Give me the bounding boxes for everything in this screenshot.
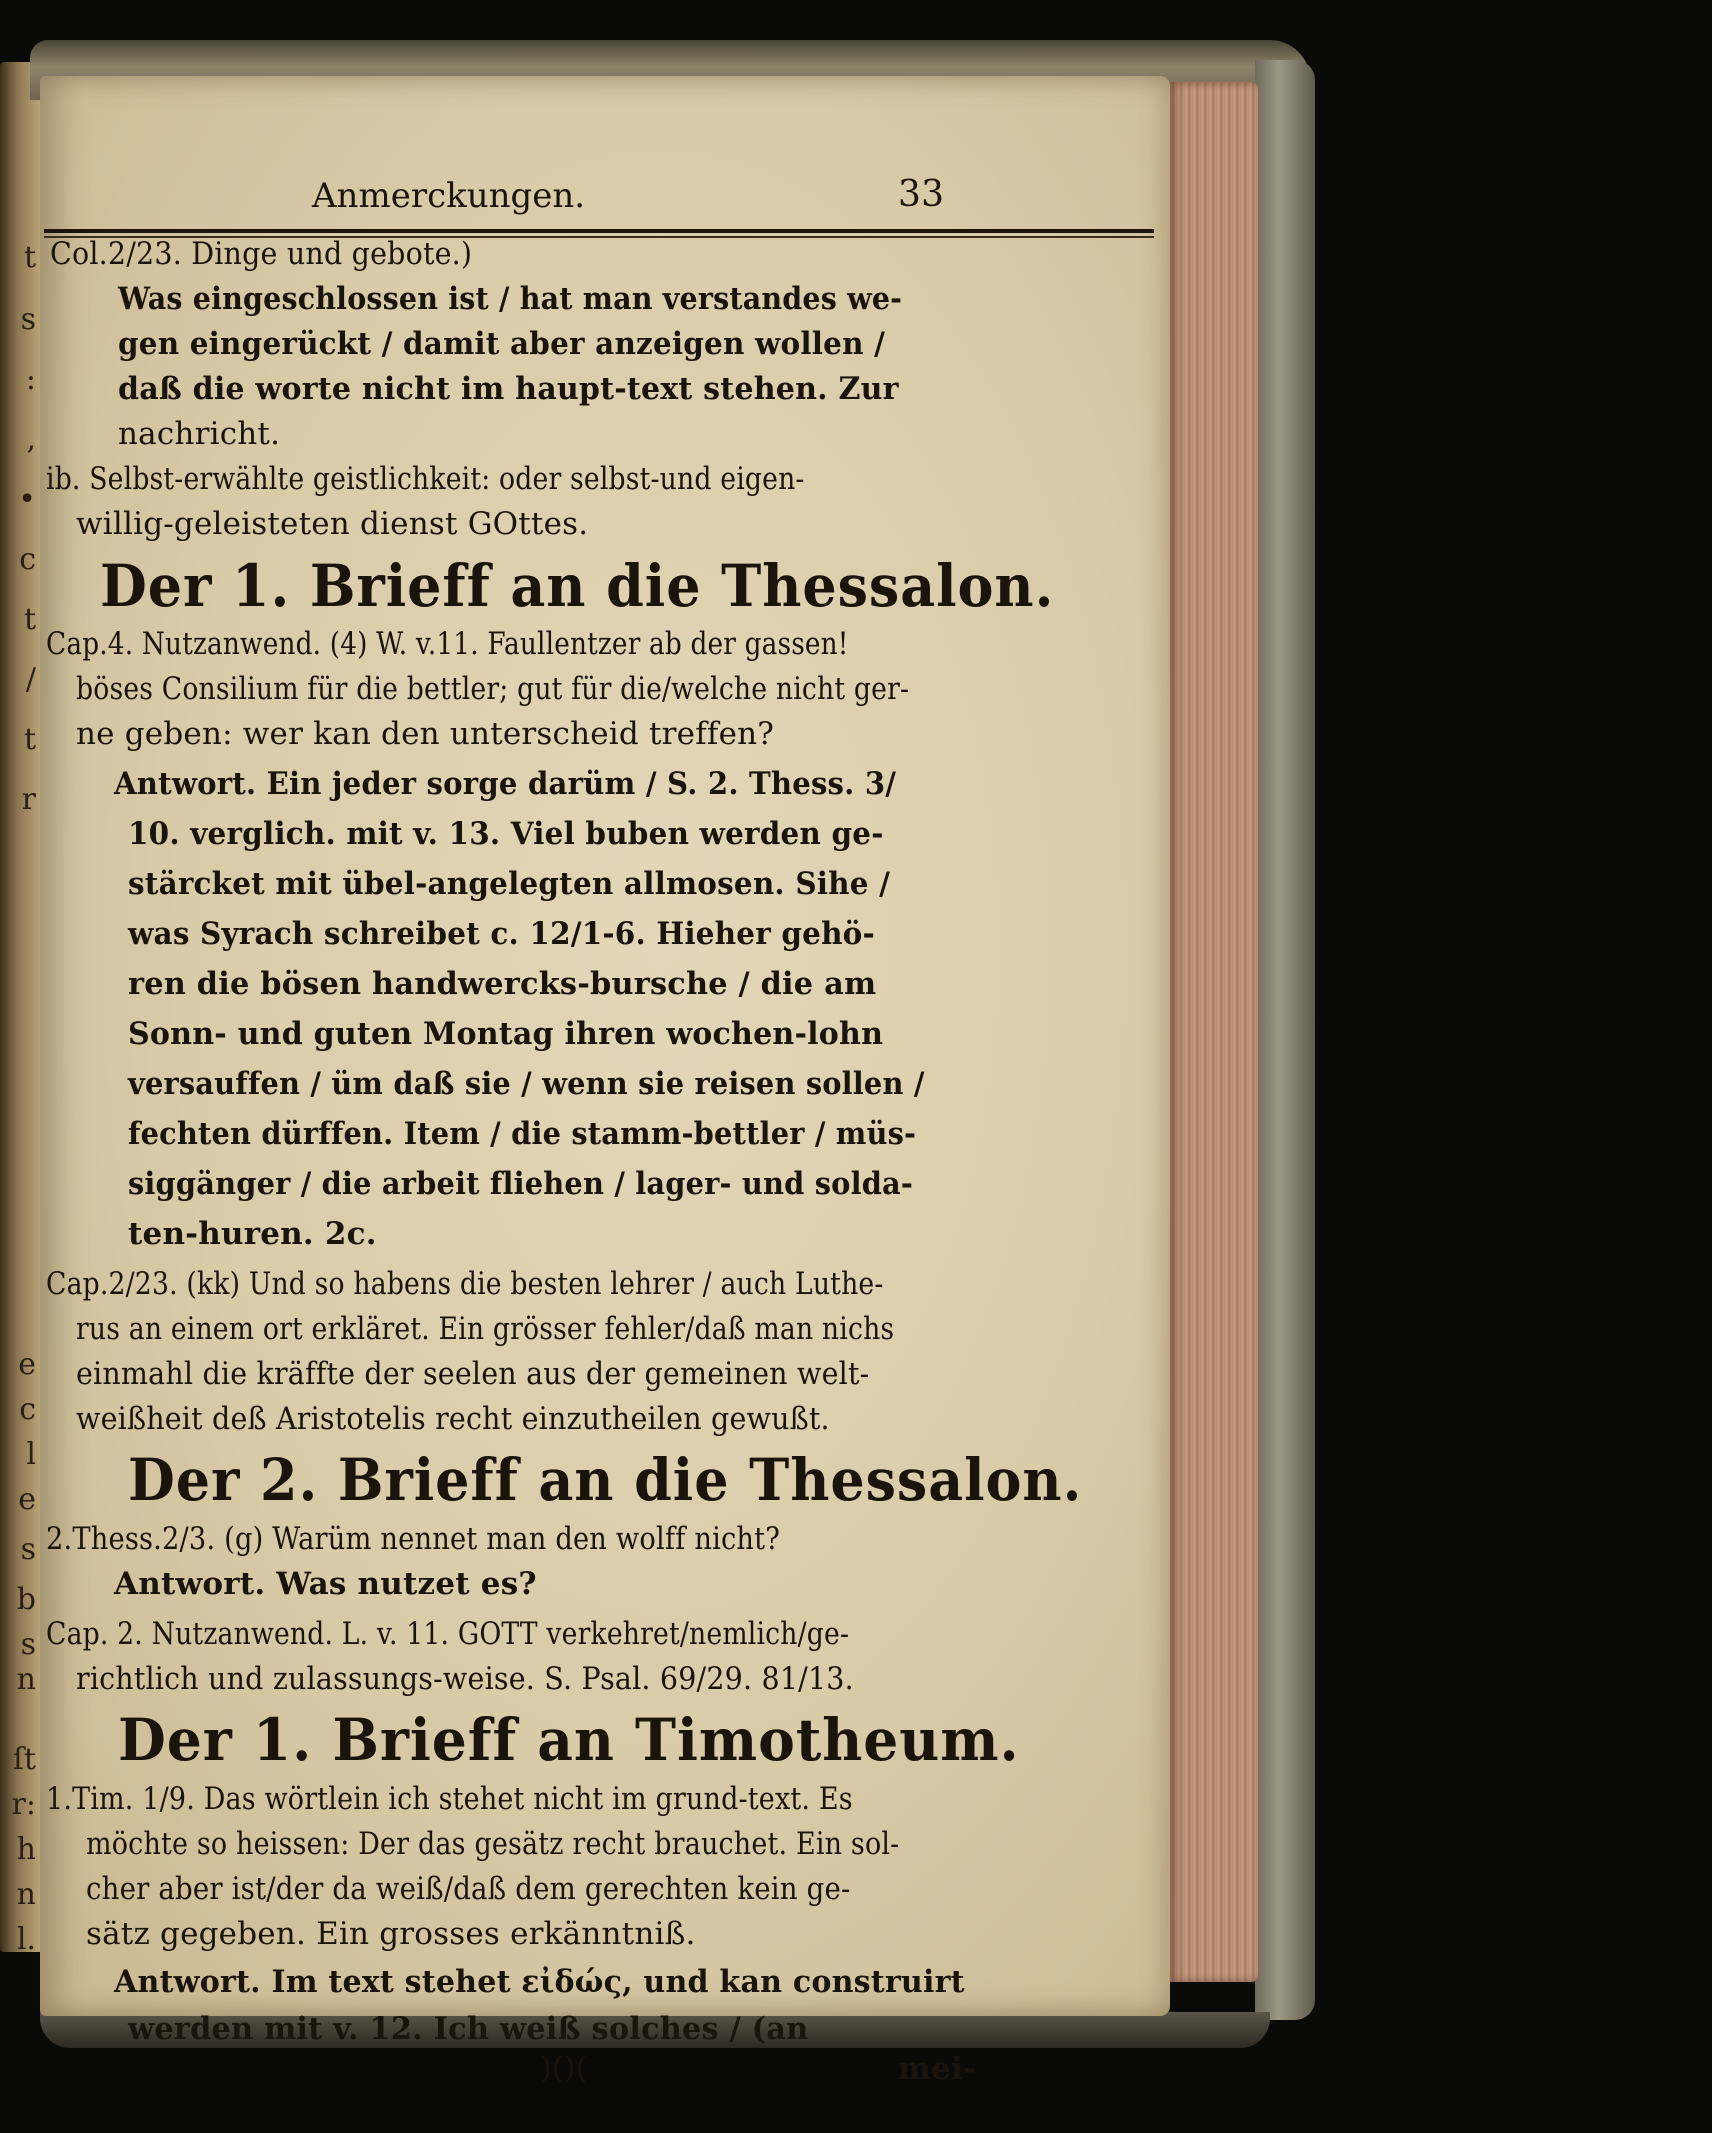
text-line: Col.2/23. Dinge und gebote.)	[50, 236, 473, 272]
margin-char: c	[19, 542, 36, 577]
text-line: nachricht.	[118, 416, 281, 452]
text-line: Cap.2/23. (kk) Und so habens die besten lehrer / auch Luthe-	[46, 1266, 884, 1302]
margin-char: s	[20, 302, 36, 337]
text-line: sätz gegeben. Ein grosses erkänntniß.	[86, 1916, 696, 1952]
text-line: möchte so heissen: Der das gesätz recht brauchet. Ein sol-	[86, 1826, 900, 1862]
margin-char: t	[23, 602, 36, 637]
section-heading: Der 2. Brieff an die Thessalon.	[128, 1446, 1083, 1514]
margin-char: ,	[26, 422, 36, 457]
text-line: Was eingeschlossen ist / hat man verstandes we-	[118, 281, 903, 317]
margin-char: n	[16, 1662, 36, 1697]
margin-char: :	[25, 362, 36, 397]
text-line: was Syrach schreibet c. 12/1-6. Hieher gehö-	[128, 916, 875, 952]
text-line: rus an einem ort erkläret. Ein grösser fehler/daß man nichs	[76, 1311, 895, 1347]
margin-char: l.	[16, 1922, 36, 1957]
text-line: 1.Tim. 1/9. Das wörtlein ich stehet nicht im grund-text. Es	[46, 1781, 853, 1817]
margin-char: h	[16, 1832, 36, 1867]
catchword: mei-	[898, 2051, 976, 2087]
signature-mark: )()(	[540, 2051, 588, 2086]
text-line: ren die bösen handwercks-bursche / die am	[128, 966, 877, 1002]
margin-char: ſt	[12, 1742, 36, 1777]
text-line: 10. verglich. mit v. 13. Viel buben werden ge-	[128, 816, 884, 852]
text-line: weißheit deß Aristotelis recht einzutheilen gewußt.	[76, 1401, 830, 1437]
text-line: einmahl die kräffte der seelen aus der gemeinen welt-	[76, 1356, 870, 1392]
text-line: siggänger / die arbeit fliehen / lager- und solda-	[128, 1166, 914, 1202]
text-line: Antwort. Ein jeder sorge darüm / S. 2. Thess. 3/	[114, 766, 897, 802]
margin-char: r:	[11, 1787, 36, 1822]
margin-char: s	[20, 1627, 36, 1662]
text-line: ne geben: wer kan den unterscheid treffen?	[76, 716, 775, 752]
text-line: Cap. 2. Nutzanwend. L. v. 11. GOTT verkehret/nemlich/ge-	[46, 1616, 850, 1652]
page-number: 33	[898, 174, 945, 215]
margin-char: e	[18, 1482, 36, 1517]
text-line: daß die worte nicht im haupt-text stehen. Zur	[118, 371, 899, 407]
margin-char: •	[18, 482, 36, 517]
text-line: ib. Selbst-erwählte geistlichkeit: oder selbst-und eigen-	[46, 461, 805, 497]
margin-char: e	[18, 1347, 36, 1382]
margin-char: c	[19, 1392, 36, 1427]
page-fore-edge	[1168, 82, 1258, 1982]
header-rule	[44, 229, 1154, 233]
text-line: cher aber ist/der da weiß/daß dem gerechten kein ge-	[86, 1871, 851, 1907]
margin-char: n	[16, 1877, 36, 1912]
text-line: fechten dürffen. Item / die stamm-bettler / müs-	[128, 1116, 917, 1152]
margin-char: s	[20, 1532, 36, 1567]
page-text-block	[40, 76, 1170, 2087]
text-line: böses Consilium für die bettler; gut für die/welche nicht ger-	[76, 671, 910, 707]
text-line: Cap.4. Nutzanwend. (4) W. v.11. Faullentzer ab der gassen!	[46, 626, 849, 662]
text-line: versauffen / üm daß sie / wenn sie reisen sollen /	[128, 1066, 925, 1102]
text-line: werden mit v. 12. Ich weiß solches / (an	[128, 2011, 809, 2047]
text-line: richtlich und zulassungs-weise. S. Psal. 69/29. 81/13.	[76, 1661, 854, 1697]
running-head	[312, 176, 832, 224]
margin-char: r	[21, 782, 36, 817]
text-line: ten-huren. 2c.	[128, 1216, 377, 1252]
running-head-title: Anmerckungen.	[312, 176, 586, 216]
margin-char: l	[26, 1437, 36, 1472]
previous-page-edge	[0, 62, 42, 1957]
margin-char: /	[25, 662, 36, 697]
text-line: willig-geleisteten dienst GOttes.	[76, 506, 589, 542]
section-heading: Der 1. Brieff an die Thessalon.	[100, 552, 1055, 620]
text-line: 2.Thess.2/3. (g) Warüm nennet man den wolff nicht?	[46, 1521, 781, 1557]
margin-char: t	[23, 240, 36, 275]
book-cover-right	[1255, 60, 1315, 2020]
text-line: gen eingerückt / damit aber anzeigen wollen /	[118, 326, 886, 362]
text-line: Sonn- und guten Montag ihren wochen-lohn	[128, 1016, 884, 1052]
margin-char: t	[23, 722, 36, 757]
text-line: stärcket mit übel-angelegten allmosen. Sihe /	[128, 866, 891, 902]
text-line: Antwort. Was nutzet es?	[114, 1566, 537, 1602]
text-line: Antwort. Im text stehet εἰδώς, und kan construirt	[114, 1964, 965, 2000]
margin-char: b	[16, 1582, 36, 1617]
section-heading: Der 1. Brieff an Timotheum.	[118, 1706, 1020, 1774]
